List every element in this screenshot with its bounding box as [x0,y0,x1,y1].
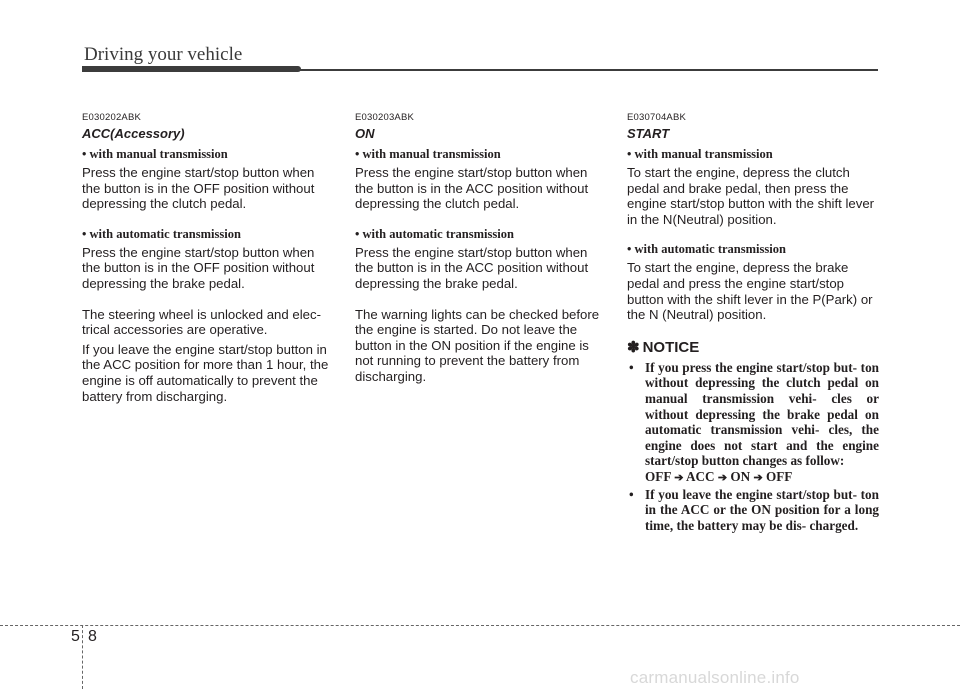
manual-transmission-label: • with manual transmission [82,147,228,161]
chapter-number: 5 [71,628,80,645]
section-start [627,112,879,533]
arrow-right-icon: ➔ [753,471,763,484]
automatic-transmission-label: • with automatic transmission [627,242,786,257]
bullet-dot: • [629,359,634,375]
watermark: carmanualsonline.info [630,668,800,687]
warning-lights-text: The warning lights can be checked before the engine is started. Do not leave the button in the ON position if the engine is not running to prevent the battery from discharging. [355,306,600,384]
arrow-right-icon: ➔ [717,471,728,484]
state-off: OFF [765,468,793,484]
header-rule-thick [82,66,301,72]
notice-title: NOTICE [642,338,700,356]
section-acc [82,112,334,419]
section-heading: ACC(Accessory) [82,126,185,141]
header-rule-thin [296,69,878,71]
automatic-transmission-text: Press the engine start/stop button when the button is in the OFF position without depressing the brake pedal. [82,244,315,291]
page-number: 8 [88,628,97,645]
state-off: OFF [645,468,671,484]
footer-dashed-divider [82,625,83,689]
button-state-sequence [645,469,879,487]
footer-dashed-rule [0,625,960,626]
notice-item [627,487,879,534]
manual-transmission-text: Press the engine start/stop button when the button is in the ACC position without depressing the clutch pedal. [355,165,589,212]
notice-box [627,338,879,534]
notice-item-text: If you leave the engine start/stop but- ton in the ACC or the ON position for a long time, the battery may be dis- charged. [645,486,879,533]
steering-unlock-text: The steering wheel is unlocked and elec- trical accessories are operative. [82,306,321,338]
page-header-title: Driving your vehicle [84,44,243,65]
automatic-transmission-label: • with automatic transmission [82,226,241,241]
section-on [355,112,607,400]
state-acc: ACC [685,468,715,484]
notice-item [627,360,879,487]
auto-off-text: If you leave the engine start/stop button in the ACC position for more than 1 hour, the engine is off automatically to prevent the battery from discharging. [82,341,329,404]
arrow-right-icon: ➔ [674,471,684,484]
section-code: E030704ABK [627,112,687,123]
manual-transmission-label: • with manual transmission [627,147,773,161]
section-code: E030202ABK [82,112,142,123]
manual-transmission-text: Press the engine start/stop button when the button is in the OFF position without depressing the clutch pedal. [82,165,315,212]
automatic-transmission-text: To start the engine, depress the brake pedal and press the engine start/stop button with the shift lever in the P(Park) or the N (Neutral) position. [627,260,873,323]
state-on: ON [730,468,751,484]
section-heading: ON [355,126,375,141]
bullet-dot: • [629,486,634,502]
notice-asterisk-icon: ✽ [627,338,640,356]
notice-item-text: If you press the engine start/stop but- ton without depressing the clutch pedal on manual transmission vehi- cles or without depressing the brake pedal on automatic transmission vehi- cles, the engine does not start and the engine start/stop button changes as follow: [645,359,879,469]
automatic-transmission-label: • with automatic transmission [355,226,514,241]
section-code: E030203ABK [355,112,415,123]
notice-heading [627,338,879,356]
manual-transmission-text: To start the engine, depress the clutch pedal and brake pedal, then press the engine start/stop button with the shift lever in the N(Neutral) position. [627,165,875,227]
section-heading: START [627,126,670,141]
automatic-transmission-text: Press the engine start/stop button when the button is in the ACC position without depressing the brake pedal. [355,244,589,291]
manual-transmission-label: • with manual transmission [355,147,501,161]
